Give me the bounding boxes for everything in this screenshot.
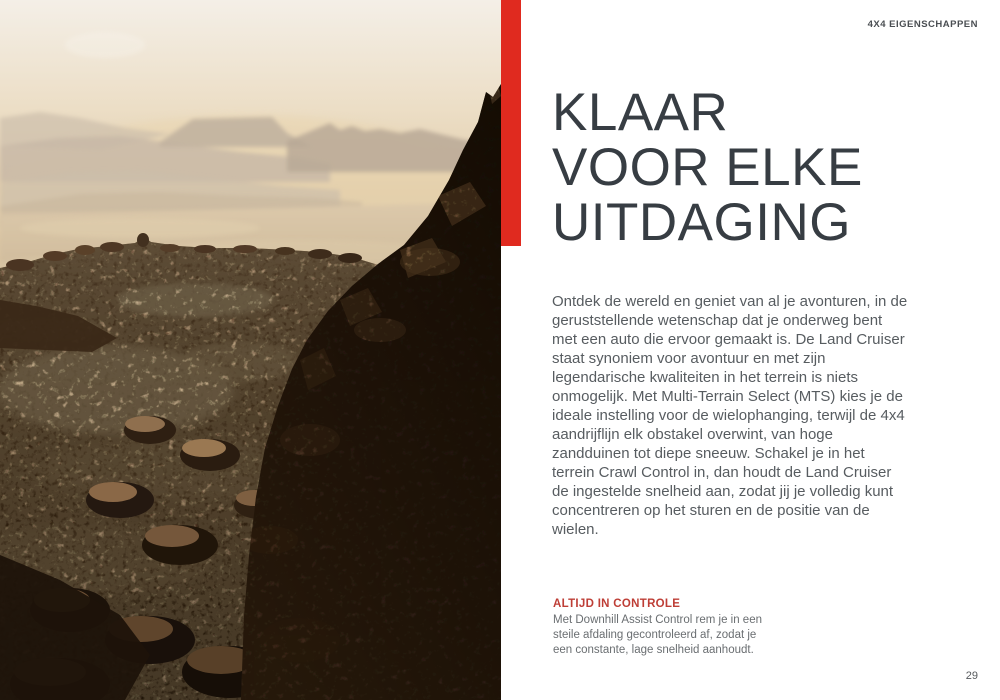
accent-red-bar bbox=[501, 0, 521, 246]
title-line-1: KLAAR bbox=[552, 83, 729, 142]
title-line-2: VOOR ELKE bbox=[552, 138, 863, 197]
page-title bbox=[552, 85, 863, 250]
page-number: 29 bbox=[965, 670, 978, 682]
feature-title: ALTIJD IN CONTROLE bbox=[553, 598, 681, 610]
feature-body: Met Downhill Assist Control rem je in een steile afdaling gecontroleerd af, zodat je een constante, lage snelheid aanhoudt. bbox=[553, 614, 762, 656]
section-header-label: 4X4 EIGENSCHAPPEN bbox=[867, 19, 978, 30]
faint-watermark bbox=[65, 32, 145, 58]
title-line-3: UITDAGING bbox=[552, 193, 851, 252]
intro-paragraph: Ontdek de wereld en geniet van al je avonturen, in de geruststellende wetenschap dat je onderweg bent met een auto die ervoor gemaakt is. De Land Cruiser staat synoniem voor avontuur en met zijn legendarische kwaliteiten in het terrein is niets onmogelijk. Met Multi-Terrain Select (MTS) kies je de ideale instelling voor de wielophanging, terwijl de 4x4 aandrijflijn elk obstakel overwint, van hoge zandduinen tot diepe sneeuw. Schakel je in het terrein Crawl Control in, dan houdt de Land Cruiser de ingestelde snelheid aan, zodat jij je volledig kunt concentreren op het sturen en de positie van de wielen. bbox=[552, 293, 908, 538]
